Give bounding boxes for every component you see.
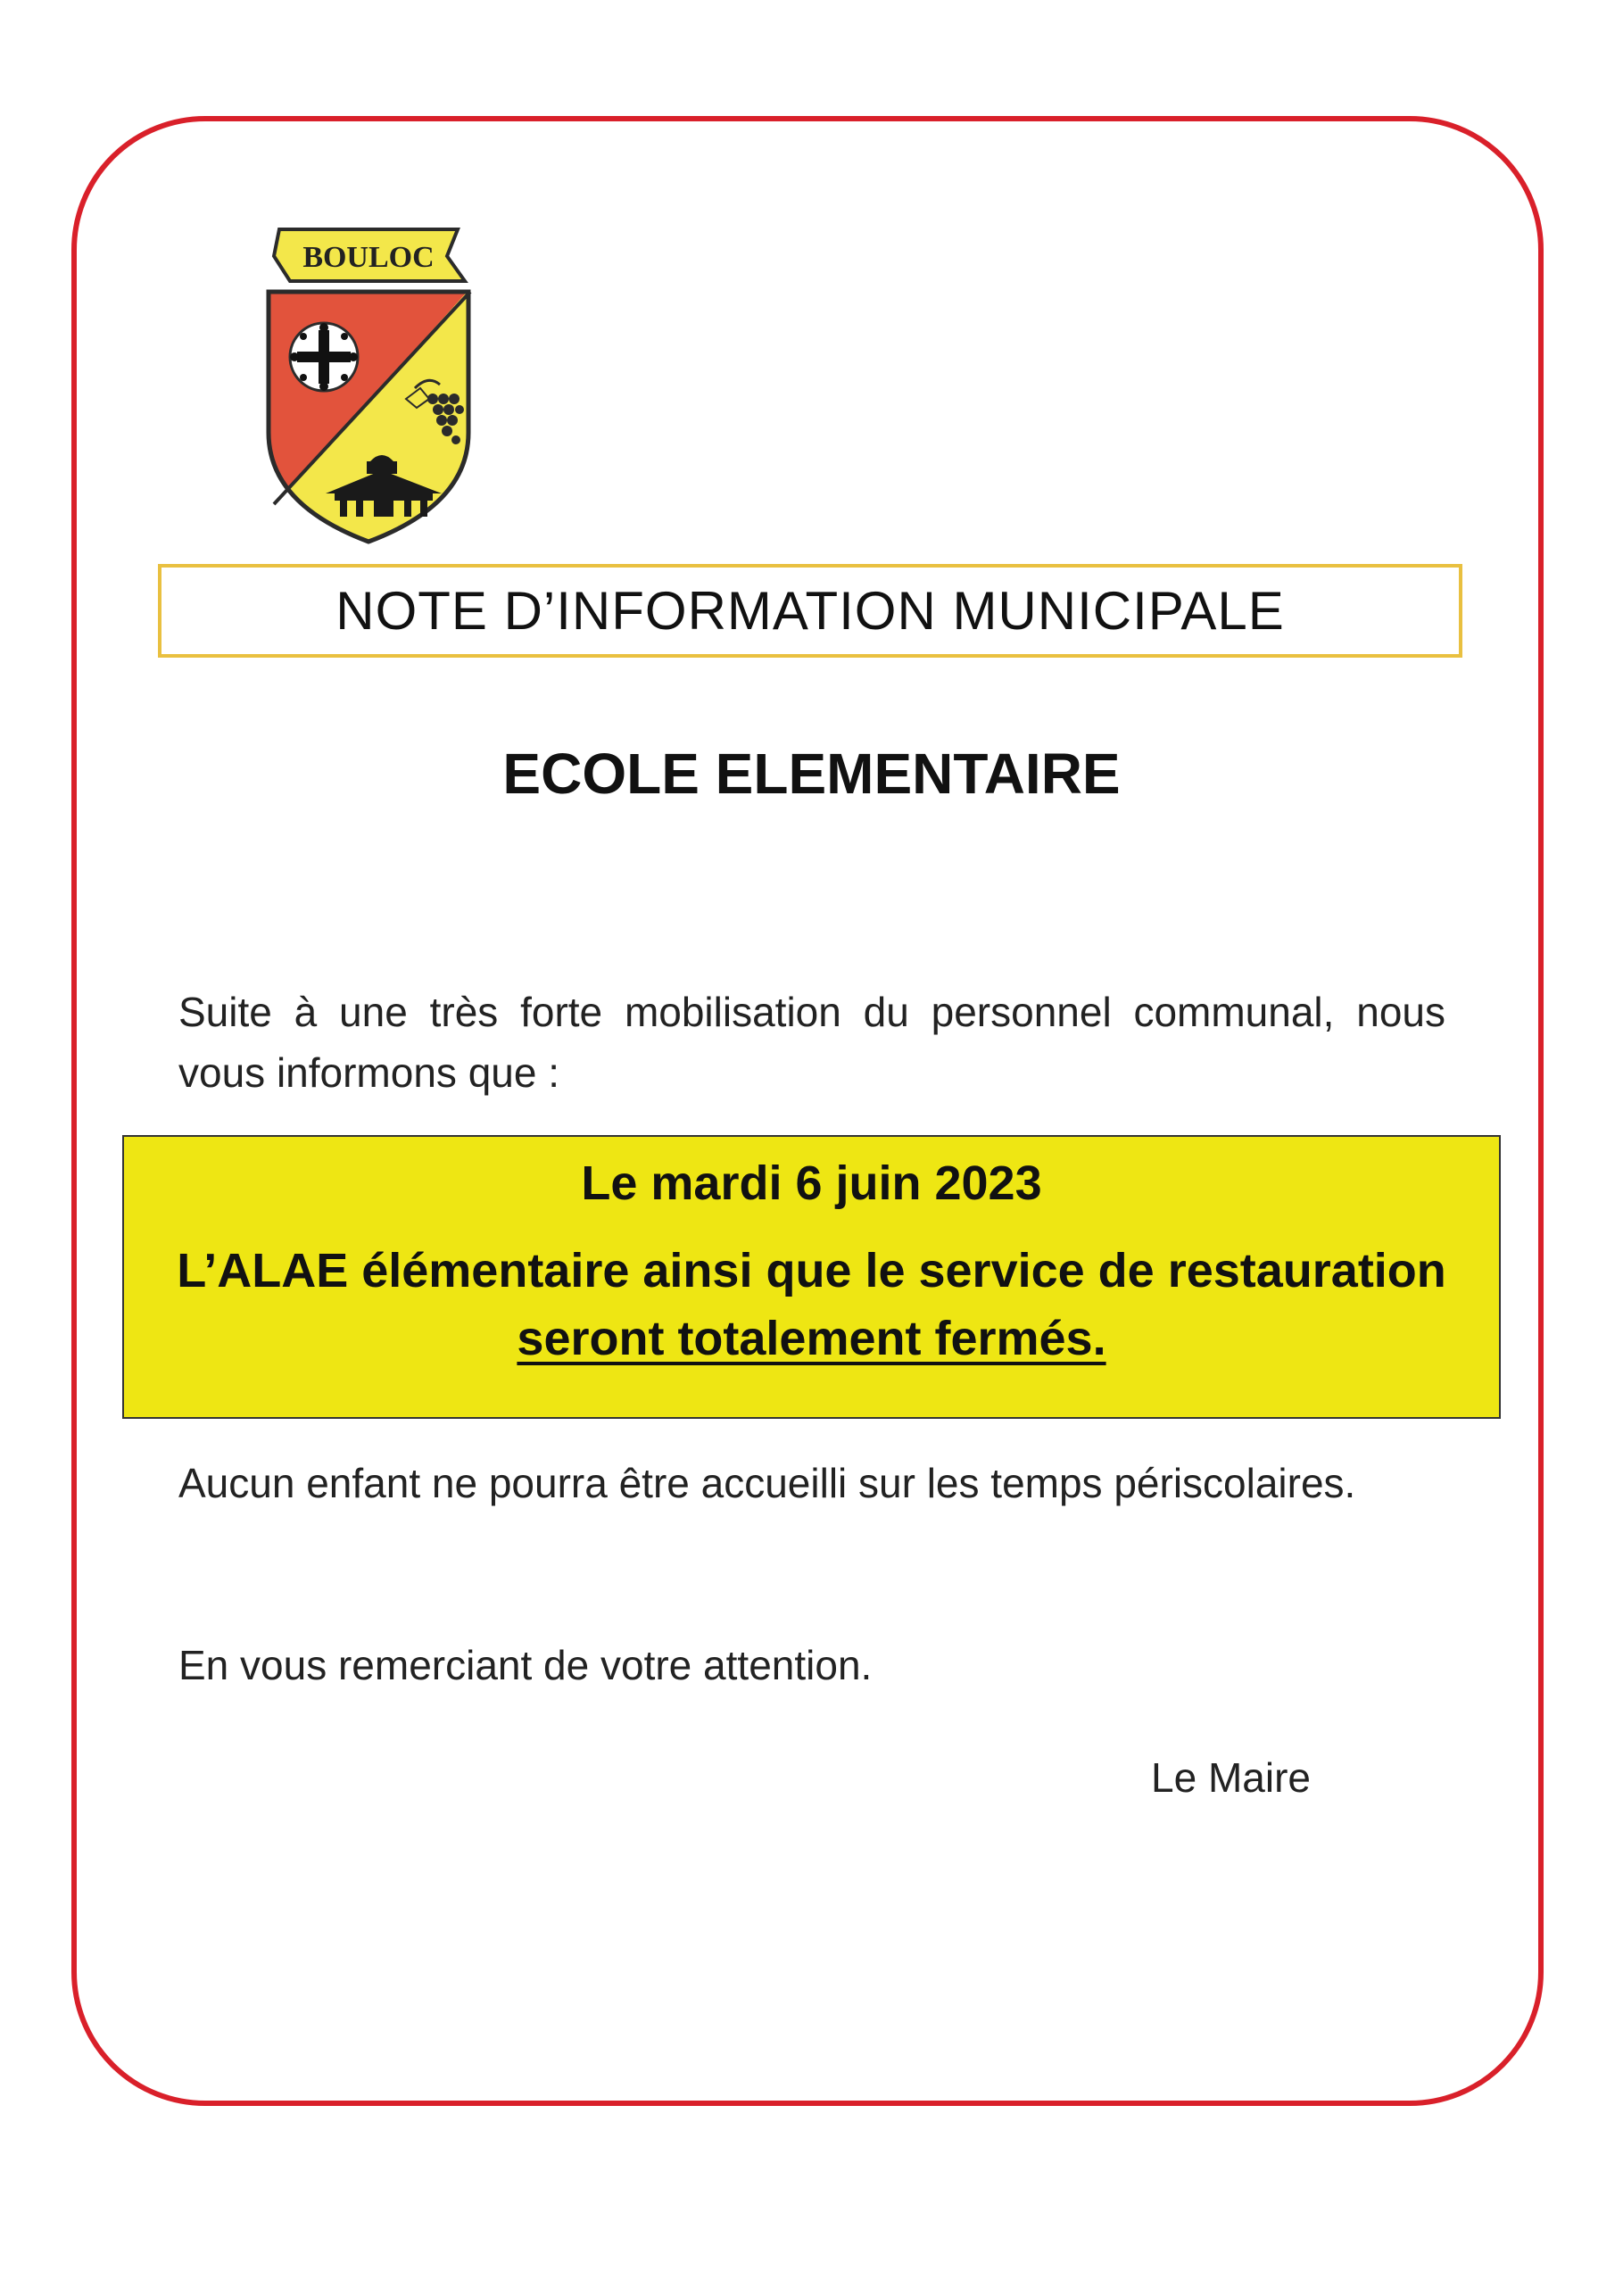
closure-date: Le mardi 6 juin 2023 <box>581 1156 1042 1210</box>
notice-paragraph: Aucun enfant ne pourra être accueilli sur les temps périscolaires. <box>178 1460 1356 1506</box>
closure-services: L’ALAE élémentaire ainsi que le service de restauration <box>177 1244 1446 1297</box>
closure-alert-box <box>122 1135 1501 1419</box>
bouloc-coat-of-arms <box>263 210 477 549</box>
page-title: NOTE D’INFORMATION MUNICIPALE <box>158 564 1462 658</box>
closure-status: seront totalement fermés. <box>517 1312 1106 1365</box>
intro-paragraph: Suite à une très forte mobilisation du personnel communal, nous vous informons que : <box>178 989 1445 1096</box>
thanks-paragraph: En vous remerciant de votre attention. <box>178 1642 873 1688</box>
logo-town-name: BOULOC <box>302 241 435 274</box>
signature: Le Maire <box>1151 1754 1311 1801</box>
section-heading: ECOLE ELEMENTAIRE <box>502 742 1121 806</box>
occitan-cross-icon <box>290 323 358 391</box>
